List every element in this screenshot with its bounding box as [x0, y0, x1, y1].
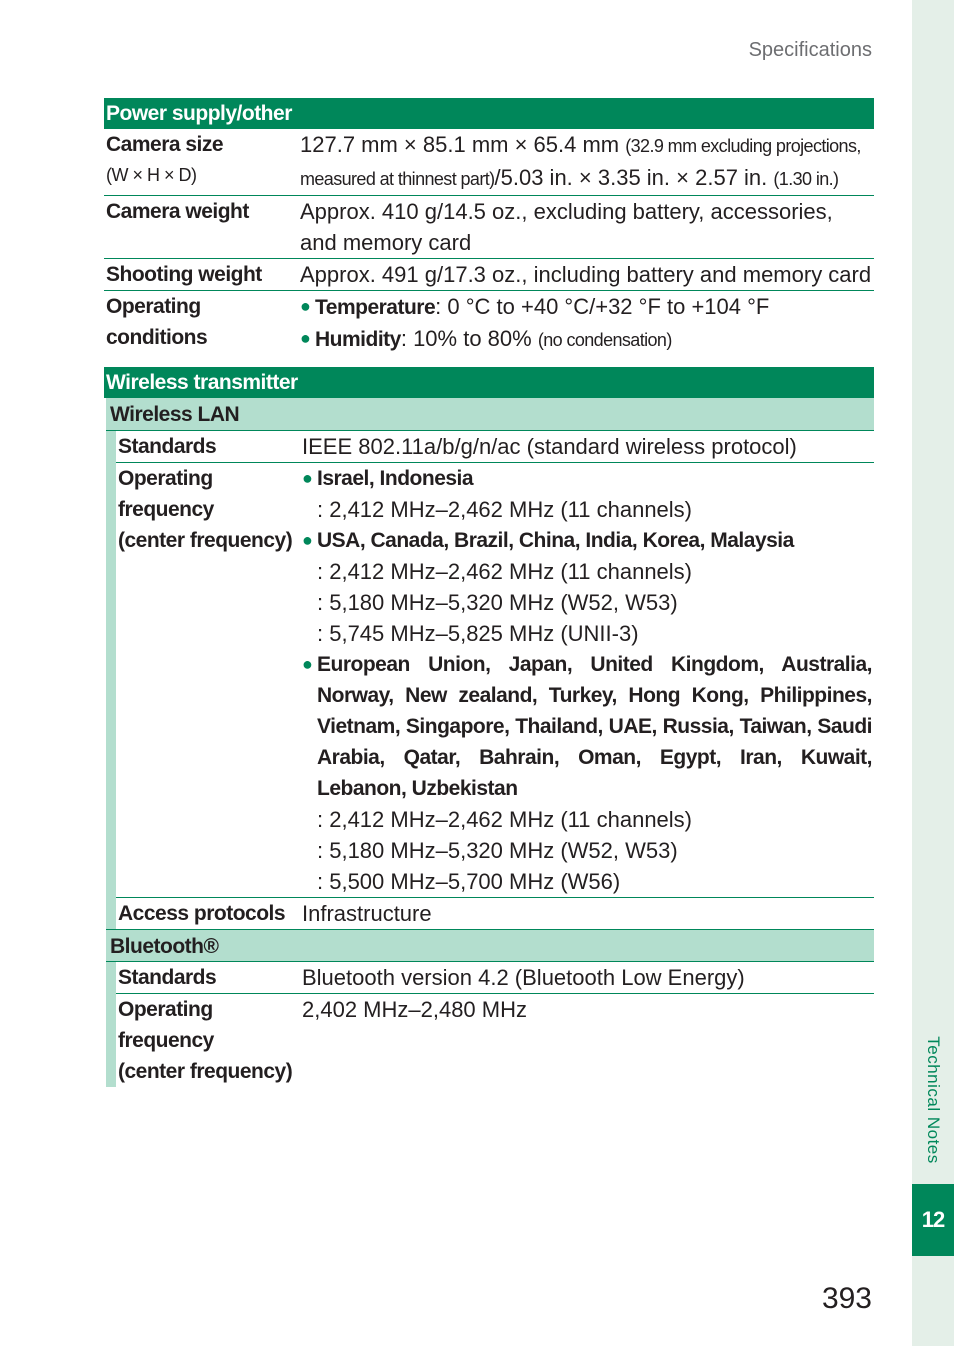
camera-size-note-inch: (1.30 in.) [773, 169, 839, 189]
spec-row-access-protocols [116, 898, 874, 929]
temperature-label: Temperature [315, 296, 436, 319]
chapter-title-text: Technical Notes [924, 1036, 944, 1164]
region-list: European Union, Japan, United Kingdom, Australia, Norway, New zealand, Turkey, Hong Kong, Philippines, Vietnam, Singapore, Thailand, UAE, Russia, Taiwan, Saudi Arabia, Qatar, Bahrain, Oman, Egypt, Iran, Kuwait, Lebanon, Uzbekistan [317, 653, 872, 800]
frequency-range: : 5,745 MHz–5,825 MHz (UNII-3) [317, 621, 639, 646]
spec-value [302, 463, 874, 897]
shooting-weight-label: Shooting weight [106, 263, 262, 286]
list-item [302, 463, 872, 494]
camera-weight-label: Camera weight [106, 200, 249, 223]
camera-size-sublabel: (W × H × D) [106, 165, 197, 185]
humidity-label: Humidity [315, 328, 401, 351]
camera-size-label: Camera size [106, 133, 224, 156]
temperature-value: : 0 °C to +40 °C/+32 °F to +104 °F [435, 294, 770, 319]
bullet-icon: ● [302, 654, 313, 674]
spec-row-shooting-weight [104, 259, 874, 291]
camera-size-value-c: /5.03 in. × 3.35 in. × 2.57 in. [494, 165, 774, 190]
wireless-lan-block [106, 431, 874, 929]
frequency-range: : 5,180 MHz–5,320 MHz (W52, W53) [317, 838, 678, 863]
list-item [300, 323, 872, 356]
bt-standards-value: Bluetooth version 4.2 (Bluetooth Low Energy) [302, 965, 745, 990]
list-item [300, 291, 872, 323]
access-protocols-label: Access protocols [118, 902, 286, 925]
lan-frequency-label: Operating frequency [118, 467, 214, 521]
spec-row-lan-standards [116, 431, 874, 463]
wireless-section [104, 367, 874, 1087]
spec-row-bt-standards [116, 962, 874, 994]
spec-row-lan-frequency [116, 463, 874, 898]
chapter-title-vertical [912, 1020, 954, 1180]
bluetooth-block [106, 962, 874, 1087]
camera-size-value-a: 127.7 mm × 85.1 mm × 65.4 mm [300, 132, 626, 157]
bullet-icon: ● [300, 296, 311, 316]
humidity-note: (no condensation) [537, 330, 672, 350]
spec-row-camera-size [104, 129, 874, 196]
bullet-icon: ● [302, 530, 313, 550]
list-item [302, 649, 872, 804]
bullet-icon: ● [302, 468, 313, 488]
frequency-range: : 2,412 MHz–2,462 MHz (11 channels) [317, 497, 692, 522]
section-header: Power supply/other [104, 98, 874, 129]
frequency-range: : 2,412 MHz–2,462 MHz (11 channels) [317, 559, 692, 584]
page-number: 393 [821, 1282, 872, 1315]
region-list: Israel, Indonesia [317, 467, 474, 490]
spec-row-camera-weight [104, 196, 874, 259]
section-header: Wireless transmitter [104, 367, 874, 398]
frequency-range: : 5,500 MHz–5,700 MHz (W56) [317, 869, 621, 894]
power-supply-section [104, 98, 874, 356]
region-list: USA, Canada, Brazil, China, India, Korea, Malaysia [317, 529, 794, 552]
spec-value [300, 129, 874, 195]
spec-row-bt-frequency [116, 994, 874, 1087]
frequency-range: : 2,412 MHz–2,462 MHz (11 channels) [317, 807, 692, 832]
subsection-header-wireless-lan: Wireless LAN [106, 398, 874, 431]
lan-standards-label: Standards [118, 435, 217, 458]
running-head: Specifications [748, 39, 872, 61]
frequency-range: : 5,180 MHz–5,320 MHz (W52, W53) [317, 590, 678, 615]
spec-label [116, 463, 302, 897]
bullet-icon: ● [300, 328, 311, 348]
list-item [302, 525, 872, 556]
access-protocols-value: Infrastructure [302, 901, 432, 926]
bt-frequency-value: 2,402 MHz–2,480 MHz [302, 997, 527, 1022]
subsection-header-bluetooth: Bluetooth® [106, 929, 874, 962]
spec-label [116, 994, 302, 1087]
spec-value [300, 291, 874, 356]
operating-conditions-label: Operating conditions [106, 295, 208, 349]
lan-frequency-sublabel: (center frequency) [118, 529, 293, 552]
chapter-tab[interactable]: 12 [912, 1184, 954, 1256]
camera-weight-value: Approx. 410 g/14.5 oz., excluding battery, accessories, and memory card [300, 199, 833, 255]
lan-standards-value: IEEE 802.11a/b/g/n/ac (standard wireless protocol) [302, 434, 797, 459]
bt-frequency-label: Operating frequency [118, 998, 214, 1052]
humidity-value: : 10% to 80% [400, 326, 538, 351]
spec-row-operating-conditions [104, 291, 874, 356]
bt-frequency-sublabel: (center frequency) [118, 1060, 293, 1083]
shooting-weight-value: Approx. 491 g/17.3 oz., including battery and memory card [300, 262, 872, 287]
camera-size-note: (32.9 mm excluding projections, measured at thinnest part) [300, 136, 861, 189]
bt-standards-label: Standards [118, 966, 217, 989]
spec-label [104, 129, 300, 195]
